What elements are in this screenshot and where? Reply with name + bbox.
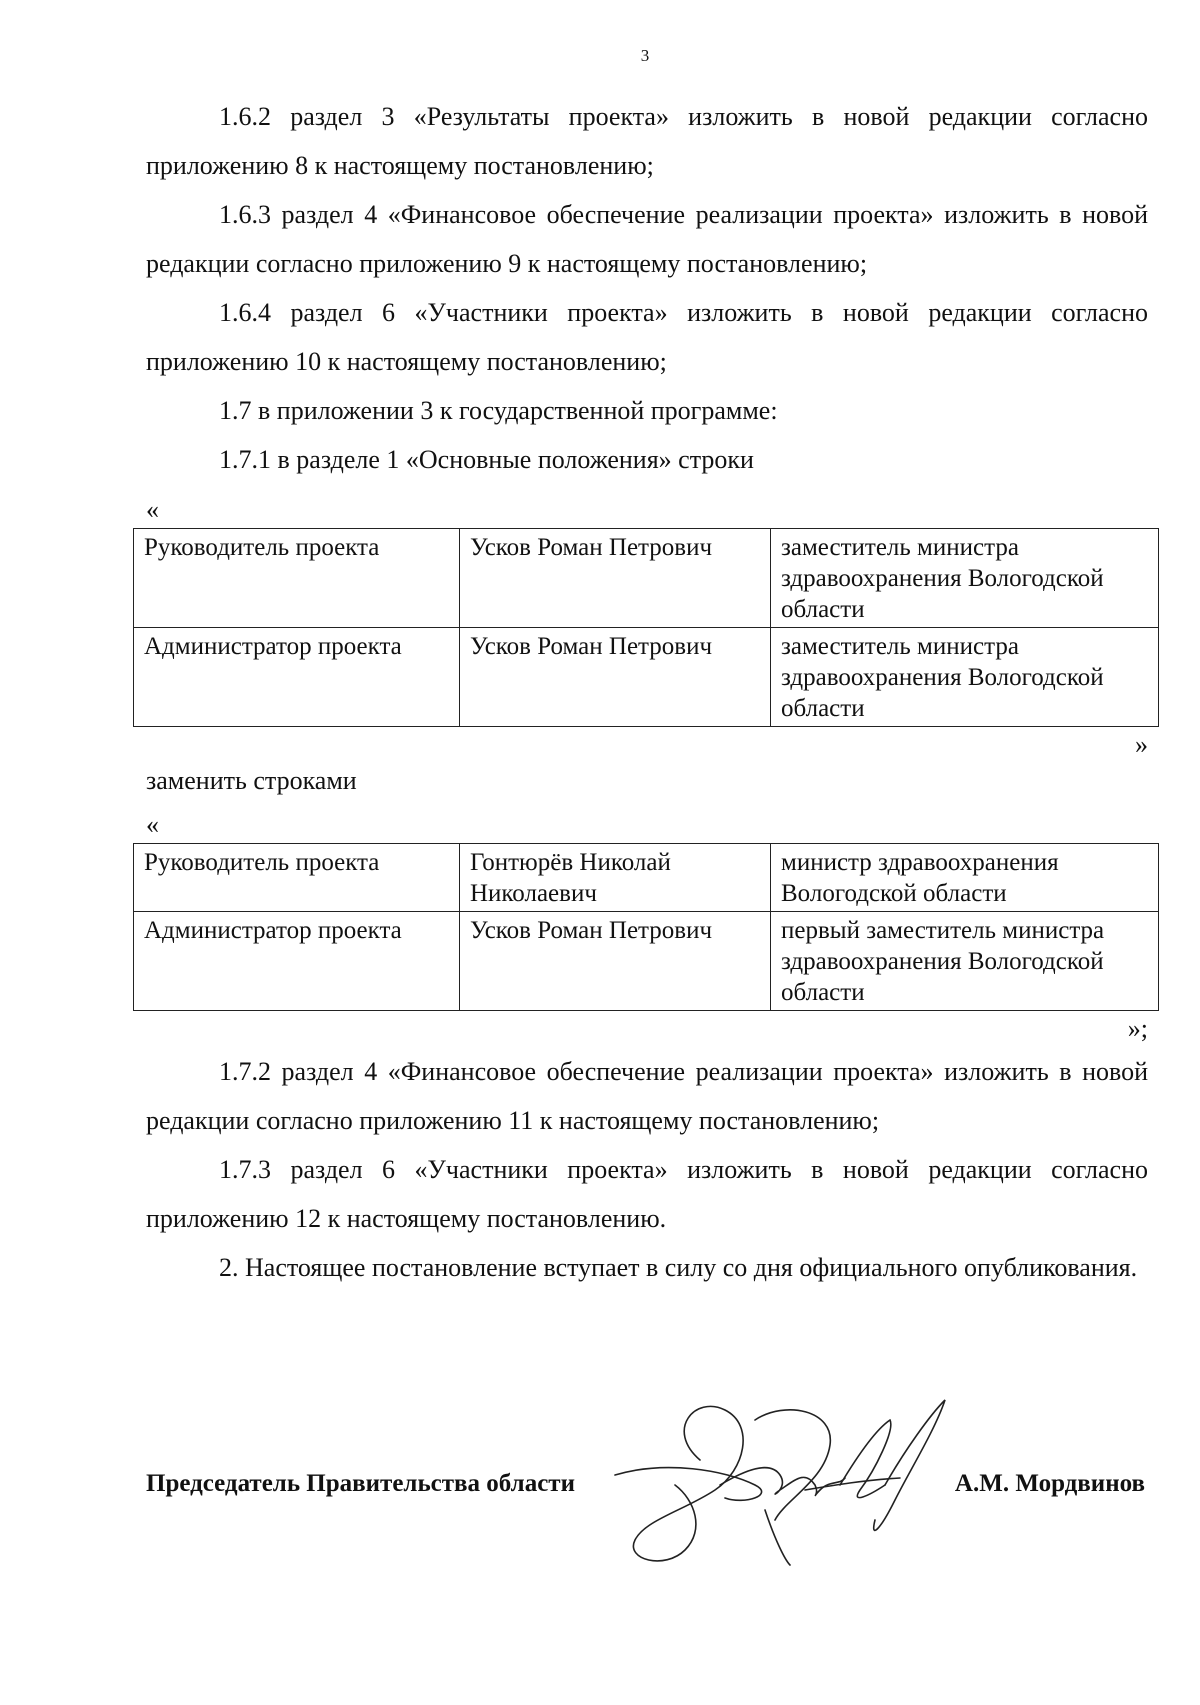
- new-rows-table: [133, 843, 1159, 1011]
- document-body: [146, 92, 1148, 1292]
- table-cell: Усков Роман Петрович: [460, 912, 771, 1011]
- old-rows-table: [133, 528, 1159, 727]
- table-row: [134, 844, 1159, 912]
- signature-block: [146, 1460, 1146, 1520]
- paragraph-1-7-1: 1.7.1 в разделе 1 «Основные положения» строки: [219, 445, 754, 474]
- table-cell: Руководитель проекта: [134, 529, 460, 628]
- table-cell: Администратор проекта: [134, 628, 460, 727]
- quote-close: »;: [1127, 1014, 1148, 1043]
- replace-text: заменить строками: [146, 766, 357, 795]
- paragraph-1-7: 1.7 в приложении 3 к государственной программе:: [219, 396, 778, 425]
- quote-open: «: [146, 495, 159, 524]
- table-row: [134, 529, 1159, 628]
- table-cell: заместитель министра здравоохранения Вологодской области: [771, 628, 1159, 727]
- table-cell: министр здравоохранения Вологодской области: [771, 844, 1159, 912]
- paragraph-1-6-3: 1.6.3 раздел 4 «Финансовое обеспечение реализации проекта» изложить в новой редакции согласно приложению 9 к настоящему постановлению;: [146, 200, 1148, 278]
- table-cell: заместитель министра здравоохранения Вологодской области: [771, 529, 1159, 628]
- paragraph-1-6-4: 1.6.4 раздел 6 «Участники проекта» изложить в новой редакции согласно приложению 10 к настоящему постановлению;: [146, 298, 1148, 376]
- page-number: 3: [640, 46, 650, 65]
- table-cell: Усков Роман Петрович: [460, 529, 771, 628]
- table-row: [134, 628, 1159, 727]
- table-row: [134, 912, 1159, 1011]
- quote-close: »: [1135, 730, 1148, 759]
- table-cell: первый заместитель министра здравоохранения Вологодской области: [771, 912, 1159, 1011]
- paragraph-1-7-2: 1.7.2 раздел 4 «Финансовое обеспечение реализации проекта» изложить в новой редакции согласно приложению 11 к настоящему постановлению;: [146, 1057, 1148, 1135]
- table-cell: Руководитель проекта: [134, 844, 460, 912]
- paragraph-1-6-2: 1.6.2 раздел 3 «Результаты проекта» изложить в новой редакции согласно приложению 8 к настоящему постановлению;: [146, 102, 1148, 180]
- table-cell: Гонтюрёв Николай Николаевич: [460, 844, 771, 912]
- quote-open: «: [146, 810, 159, 839]
- signatory-name: А.М. Мордвинов: [954, 1470, 1145, 1497]
- signatory-title: Председатель Правительства области: [146, 1470, 575, 1497]
- table-cell: Усков Роман Петрович: [460, 628, 771, 727]
- paragraph-1-7-3: 1.7.3 раздел 6 «Участники проекта» изложить в новой редакции согласно приложению 12 к настоящему постановлению.: [146, 1155, 1148, 1233]
- paragraph-2: 2. Настоящее постановление вступает в силу со дня официального опубликования.: [219, 1253, 1138, 1282]
- table-cell: Администратор проекта: [134, 912, 460, 1011]
